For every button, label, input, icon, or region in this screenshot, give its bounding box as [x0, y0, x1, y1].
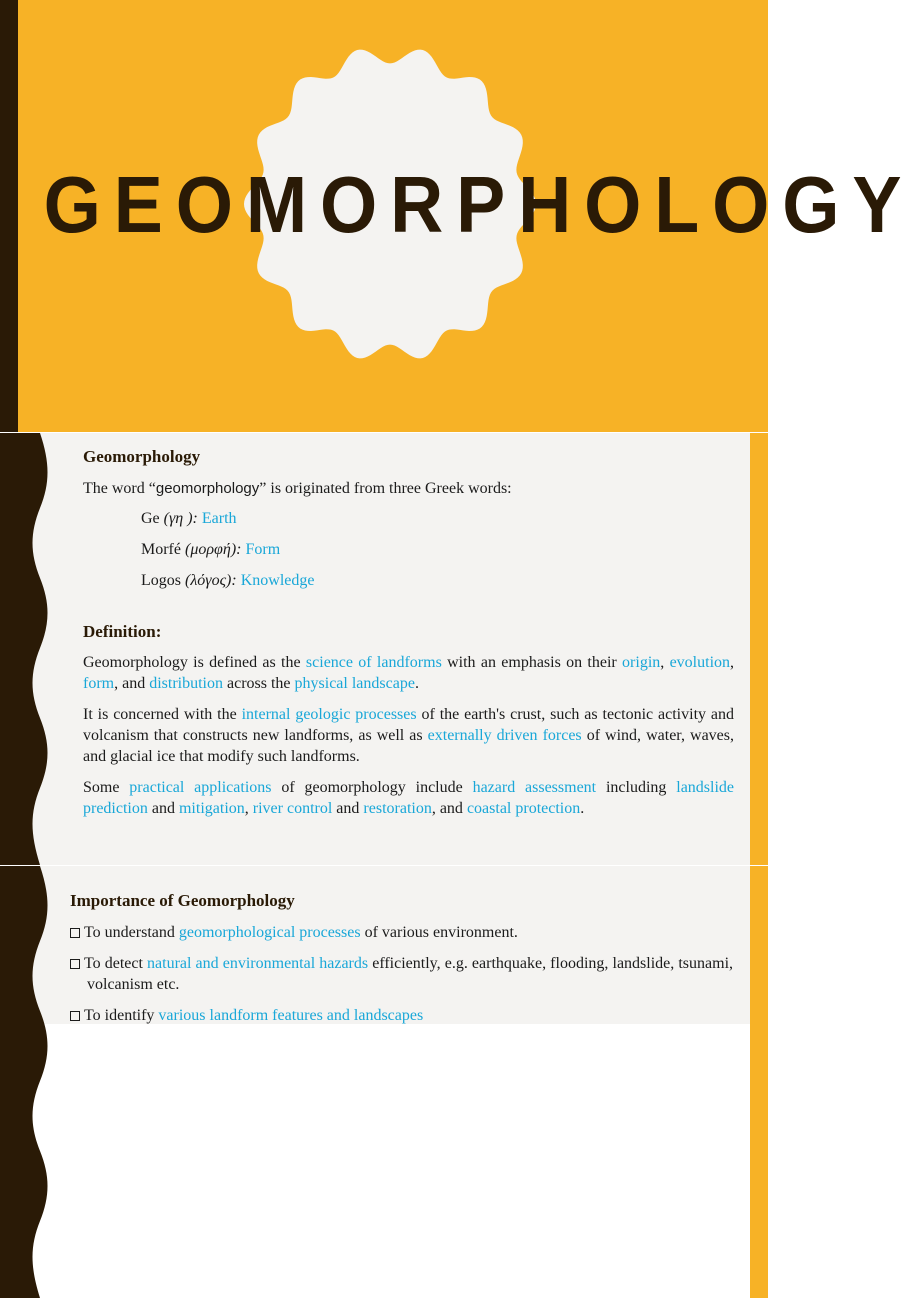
checkbox-bullet-icon — [70, 959, 80, 969]
right-accent-bar — [750, 866, 768, 1298]
importance-bullet-1: To understand geomorphological processes of various environment. — [70, 922, 716, 943]
greek-meaning: Knowledge — [240, 572, 315, 589]
intro-word: geomorphology — [155, 480, 260, 497]
wavy-left-border — [0, 433, 60, 865]
greek-original: (λόγος): — [185, 572, 237, 589]
greek-word-morfe — [141, 539, 280, 560]
greek-word-ge — [141, 508, 237, 529]
greek-original: (μορφή): — [184, 541, 242, 558]
importance-bullet-3: To identify various landform features and landscapes — [70, 1005, 716, 1026]
importance-bullet-2: To detect natural and environmental hazards efficiently, e.g. earthquake, flooding, landslide, tsunami, volcanism etc. — [70, 953, 733, 995]
title-slide — [0, 0, 914, 432]
greek-term: Morfé — [141, 541, 181, 558]
intro-suffix: ” is originated from three Greek words: — [259, 480, 512, 497]
left-accent-bar — [0, 0, 18, 432]
section-heading: Geomorphology — [83, 447, 201, 466]
greek-meaning: Form — [245, 541, 281, 558]
content-slide-importance — [0, 866, 768, 1024]
checkbox-bullet-icon — [70, 928, 80, 938]
definition-heading: Definition: — [83, 622, 162, 641]
importance-heading: Importance of Geomorphology — [70, 891, 295, 910]
intro-prefix: The word “ — [83, 480, 156, 497]
slide-title: GEOMORPHOLOGY — [43, 160, 914, 249]
wavy-left-border — [0, 866, 60, 1298]
greek-original: (γη ): — [163, 510, 198, 527]
intro-text — [83, 478, 512, 499]
applications-paragraph: Some practical applications of geomorphology include hazard assessment including landslide prediction and mitigation, river control and restoration, and coastal protection. — [83, 779, 735, 817]
greek-term: Ge — [141, 510, 160, 527]
greek-word-logos — [141, 570, 314, 591]
definition-paragraph: Geomorphology is defined as the science of landforms with an emphasis on their origin, evolution, form, and distribution across the physical landscape. — [83, 654, 735, 692]
processes-paragraph: It is concerned with the internal geologic processes of the earth's crust, such as tectonic activity and volcanism that constructs new landforms, as well as externally driven forces of wind, water, waves, and glacial ice that modify such landforms. — [83, 706, 734, 765]
greek-meaning: Earth — [201, 510, 237, 527]
checkbox-bullet-icon — [70, 1011, 80, 1021]
right-accent-bar — [750, 433, 768, 865]
greek-term: Logos — [141, 572, 181, 589]
content-slide-definition — [0, 433, 768, 865]
